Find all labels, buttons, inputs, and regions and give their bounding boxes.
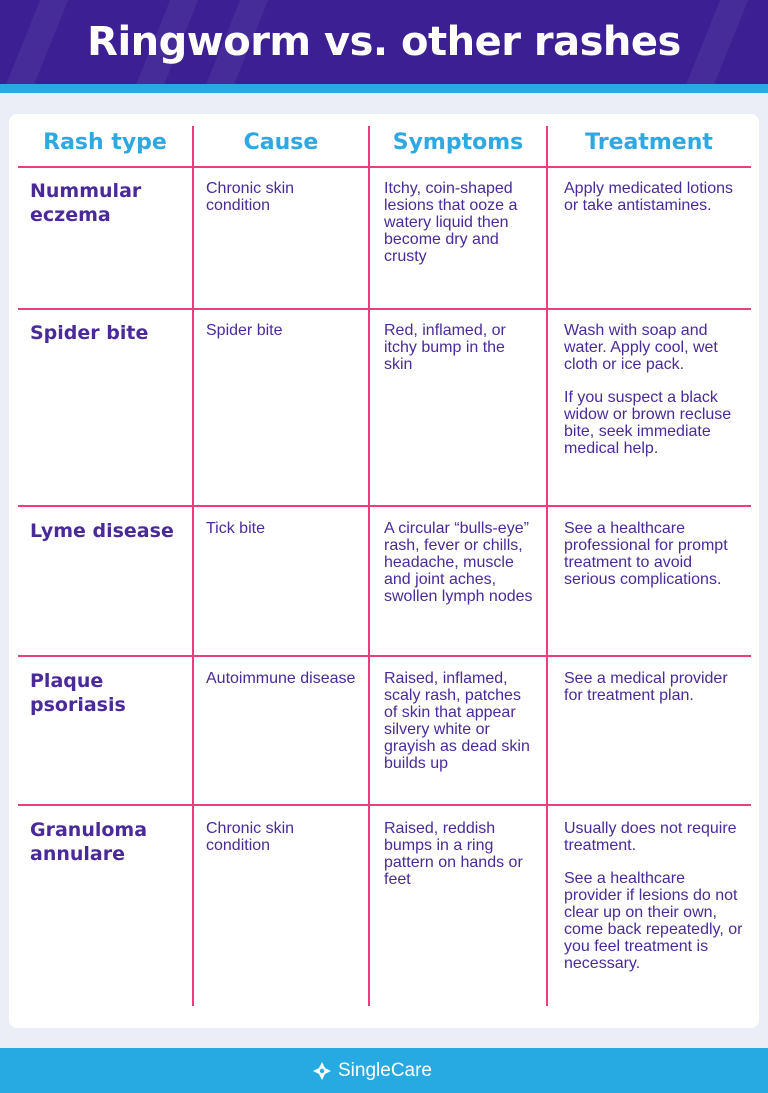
treatment-text: Usually does not require treatment. bbox=[564, 820, 737, 854]
row-divider bbox=[18, 655, 751, 657]
cause-cell: Chronic skin condition bbox=[206, 180, 295, 214]
symptoms-cell: Raised, inflamed, scaly rash, patches of skin that appear silvery white or grayish as dead skin builds up bbox=[384, 670, 530, 772]
treatment-text: Wash with soap and water. Apply cool, wet cloth or ice pack. bbox=[564, 322, 718, 373]
cause-cell: Tick bite bbox=[206, 520, 265, 537]
symptoms-cell: A circular “bulls-eye” rash, fever or chills, headache, muscle and joint aches, swollen lymph nodes bbox=[384, 520, 533, 605]
page-title: Ringworm vs. other rashes bbox=[87, 19, 681, 65]
treatment-cell bbox=[564, 670, 744, 704]
treatment-cell bbox=[564, 520, 744, 588]
header-accent-bar bbox=[0, 84, 768, 93]
symptoms-cell: Itchy, coin-shaped lesions that ooze a watery liquid then become dry and crusty bbox=[384, 180, 518, 265]
treatment-cell bbox=[564, 322, 744, 457]
column-header-symptoms: Symptoms bbox=[392, 130, 524, 155]
rash-type-cell: Nummular eczema bbox=[30, 180, 142, 226]
cause-cell: Chronic skin condition bbox=[206, 820, 295, 854]
cause-cell: Spider bite bbox=[206, 322, 283, 339]
column-header-rash-type: Rash type bbox=[43, 130, 167, 155]
header-banner bbox=[0, 0, 768, 84]
singlecare-logo-icon bbox=[312, 1061, 332, 1081]
treatment-text: If you suspect a black widow or brown recluse bite, seek immediate medical help. bbox=[564, 389, 732, 457]
row-divider bbox=[18, 166, 751, 168]
column-header-treatment: Treatment bbox=[585, 130, 713, 155]
rash-type-cell: Plaque psoriasis bbox=[30, 670, 126, 716]
treatment-text: See a healthcare provider if lesions do not clear up on their own, come back repeatedly, or you feel treatment is necessary. bbox=[564, 870, 743, 972]
rash-type-cell: Granuloma annulare bbox=[30, 819, 148, 865]
column-divider bbox=[192, 126, 194, 1006]
rash-type-cell: Spider bite bbox=[30, 322, 149, 344]
symptoms-cell: Raised, reddish bumps in a ring pattern on hands or feet bbox=[384, 820, 523, 888]
brand-logo bbox=[312, 1059, 432, 1083]
treatment-text: See a healthcare professional for prompt treatment to avoid serious complications. bbox=[564, 520, 728, 588]
treatment-text: Apply medicated lotions or take antistamines. bbox=[564, 180, 733, 214]
treatment-cell bbox=[564, 820, 744, 972]
rash-type-cell: Lyme disease bbox=[30, 520, 174, 542]
row-divider bbox=[18, 308, 751, 310]
row-divider bbox=[18, 804, 751, 806]
treatment-cell bbox=[564, 180, 744, 214]
treatment-text: See a medical provider for treatment plan. bbox=[564, 670, 728, 704]
brand-name: SingleCare bbox=[338, 1060, 432, 1081]
row-divider bbox=[18, 505, 751, 507]
column-divider bbox=[546, 126, 548, 1006]
column-divider bbox=[368, 126, 370, 1006]
cause-cell: Autoimmune disease bbox=[206, 670, 356, 687]
symptoms-cell: Red, inflamed, or itchy bump in the skin bbox=[384, 322, 506, 373]
column-header-cause: Cause bbox=[243, 130, 319, 155]
